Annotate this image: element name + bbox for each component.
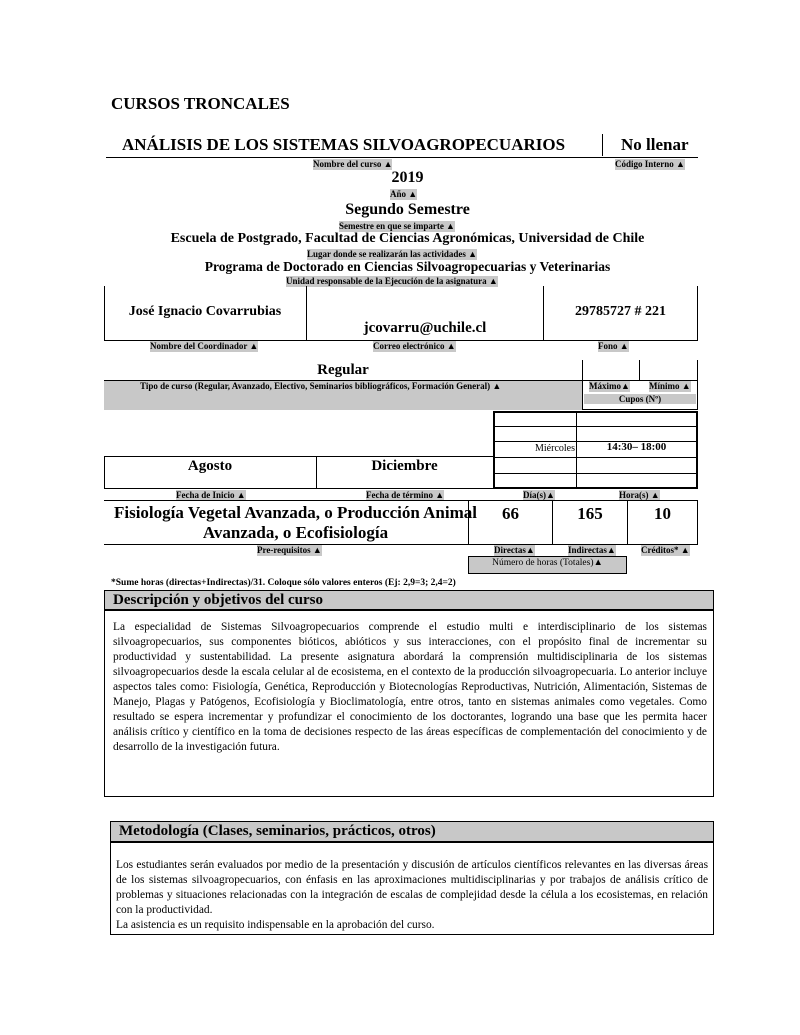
unit-label: Unidad responsable de la Ejecución de la asignatura ▲ xyxy=(286,276,498,286)
footnote: *Sume horas (directas+Indirectas)/31. Coloque sólo valores enteros (Ej: 2,9=3; 2,4=2) xyxy=(111,578,456,588)
methodology-title: Metodología (Clases, seminarios, prácticos, otros) xyxy=(110,821,714,842)
semester-label: Semestre en que se imparte ▲ xyxy=(339,221,455,231)
divider xyxy=(104,500,698,501)
days-label: Día(s)▲ xyxy=(523,490,555,500)
section-title: CURSOS TRONCALES xyxy=(111,94,290,113)
min-label: Mínimo ▲ xyxy=(649,381,691,391)
unit-value: Programa de Doctorado en Ciencias Silvoagropecuarias y Veterinarias xyxy=(204,259,611,274)
coordinator-name-label: Nombre del Coordinador ▲ xyxy=(150,341,259,351)
semester-value: Segundo Semestre xyxy=(345,201,470,218)
cupos-label: Cupos (Nº) xyxy=(584,394,696,404)
indirect-label: Indirectas▲ xyxy=(568,545,616,555)
divider xyxy=(697,286,698,340)
prereq-value: Fisiología Vegetal Avanzada, o Producción Animal Avanzada, o Ecofisiología xyxy=(113,503,477,542)
divider xyxy=(639,360,640,380)
start-date: Agosto xyxy=(187,458,233,474)
divider xyxy=(104,488,494,489)
coordinator-name: José Ignacio Covarrubias xyxy=(128,304,282,319)
place-label: Lugar donde se realizarán las actividades ▲ xyxy=(307,249,478,259)
time-value: 14:30– 18:00 xyxy=(606,441,667,453)
course-name-label: Nombre del curso ▲ xyxy=(313,159,393,169)
direct-label: Directas▲ xyxy=(494,545,535,555)
divider xyxy=(494,457,697,458)
divider xyxy=(104,456,494,457)
course-name: ANÁLISIS DE LOS SISTEMAS SILVOAGROPECUARIOS xyxy=(122,135,566,154)
end-date: Diciembre xyxy=(371,458,438,474)
day-value: Miércoles xyxy=(535,443,575,454)
divider xyxy=(494,426,697,427)
indirect-hours: 165 xyxy=(577,504,603,523)
divider xyxy=(494,473,697,474)
end-label: Fecha de término ▲ xyxy=(366,490,445,500)
divider xyxy=(106,157,698,158)
coordinator-email[interactable]: jcovarru@uchile.cl xyxy=(363,320,487,336)
direct-hours: 66 xyxy=(502,504,519,523)
divider xyxy=(602,134,603,156)
description-title: Descripción y objetivos del curso xyxy=(104,590,714,610)
prereq-label: Pre-requisitos ▲ xyxy=(257,545,322,555)
start-label: Fecha de Inicio ▲ xyxy=(176,490,246,500)
internal-code: No llenar xyxy=(621,135,689,154)
divider xyxy=(697,360,698,410)
credits: 10 xyxy=(654,504,671,523)
course-type-label: Tipo de curso (Regular, Avanzado, Electivo, Seminarios bibliográficos, Formación General) ▲ xyxy=(140,381,502,391)
place-value: Escuela de Postgrado, Facultad de Ciencias Agronómicas, Universidad de Chile xyxy=(170,231,645,246)
hours-label: Hora(s) ▲ xyxy=(619,490,660,500)
methodology-attendance: La asistencia es un requisito indispensable en la aprobación del curso. xyxy=(116,919,435,931)
internal-code-label: Código Interno ▲ xyxy=(615,159,685,169)
coordinator-phone: 29785727 # 221 xyxy=(575,304,666,319)
methodology-text xyxy=(116,858,708,933)
coordinator-email-label: Correo electrónico ▲ xyxy=(373,341,456,351)
course-type-value: Regular xyxy=(317,362,369,378)
divider xyxy=(582,360,583,410)
year-label: Año ▲ xyxy=(390,189,418,199)
max-label: Máximo▲ xyxy=(589,381,630,391)
year-value: 2019 xyxy=(391,169,424,186)
divider xyxy=(697,500,698,544)
credits-label: Créditos* ▲ xyxy=(641,545,690,555)
description-text: La especialidad de Sistemas Silvoagropecuarios comprende el estudio multi e interdisciplinario de los sistemas silvoagropecuarios, sus componentes bióticos, abióticos y sus interacciones, con el propósito final de incrementar su productividad y sustentabilidad. La presente asignatura abordará la comprensión multidisciplinaria de los sistemas silvoagropecuarios desde la escala celular al de ecosistema, en el contexto de la producción silvoagropecuaria. Lo anterior incluye aspectos tales como: Fisiología, Genética, Reproducción y Biotecnologías Reproductivas, Nutrición, Alimentación, Sistemas de Manejo, Plagas y Patógenos, Ecofisiología y Bioclimatología, entre otros, tanto en sistemas animales como vegetales. Como resultado se espera incrementar y profundizar el conocimiento de los doctorantes, logrando una base que les permita hacer análisis crítico y científico en la toma de decisiones respecto de las áreas específicas de complementación del conocimiento y de desarrollo de la investigación futura. xyxy=(113,621,707,753)
coordinator-phone-label: Fono ▲ xyxy=(598,341,629,351)
total-hours-label: Número de horas (Totales)▲ xyxy=(492,558,603,568)
divider xyxy=(583,409,698,410)
methodology-paragraph: Los estudiantes serán evaluados por medio de la presentación y discusión de artículos científicos relevantes en las diversas áreas de los sistemas silvoagropecuarios, con énfasis en las aproximaciones multidisciplinarias y por trabajos de análisis crítico de problemas y situaciones relacionadas con la integración de escalas de complejidad desde la célula a los ecosistemas, en relación con la productividad. xyxy=(116,859,708,916)
